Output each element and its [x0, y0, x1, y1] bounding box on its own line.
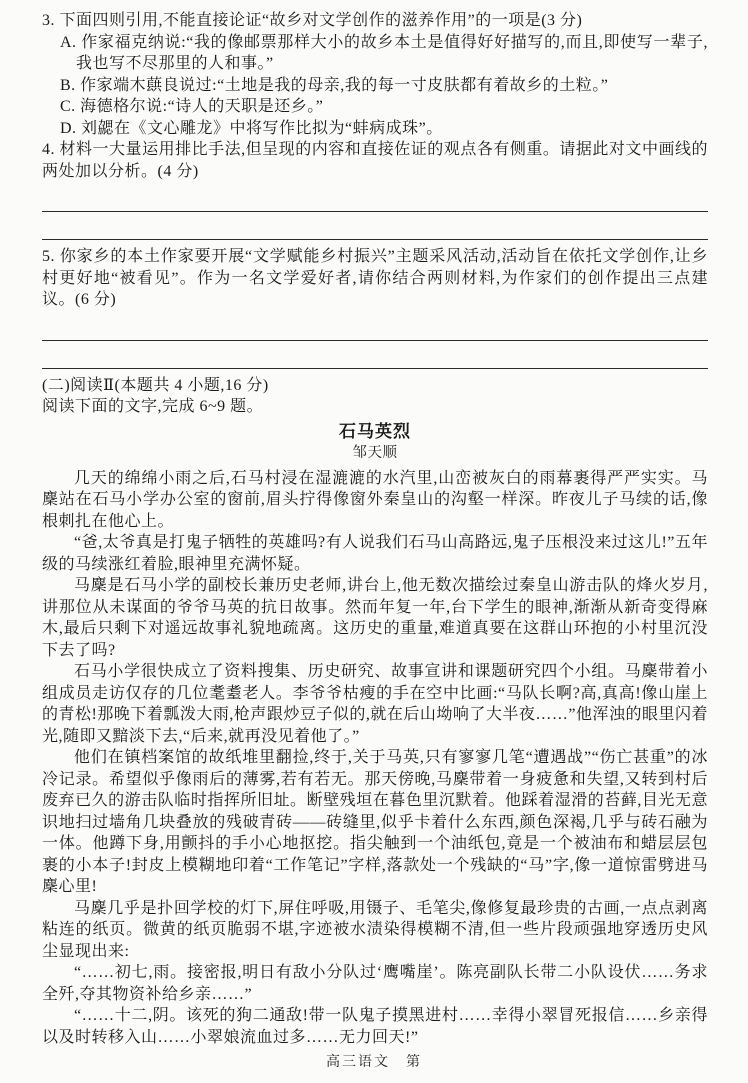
page-footer: 高三语文 第 [326, 1055, 422, 1070]
story-paragraph: “……初七,雨。接密报,明日有敌小分队过‘鹰嘴崖’。陈亮副队长带二小队设伏……务求全歼,夺其物资补给乡亲……” [42, 964, 708, 1003]
answer-line [42, 212, 708, 240]
question-3-option-a: A. 作家福克纳说:“我的像邮票那样大小的故乡本土是值得好好描写的,而且,即使写一辈子,我也写不尽那里的人和事。” [60, 33, 708, 72]
reading-instruction: 阅读下面的文字,完成 6~9 题。 [42, 398, 264, 415]
question-3-option-b: B. 作家端木蕻良说过:“土地是我的母亲,我的每一寸皮肤都有着故乡的土粒。” [60, 76, 609, 94]
section-ii-header: (二)阅读Ⅱ(本题共 4 小题,16 分) [42, 376, 269, 394]
answer-line [42, 313, 708, 341]
story-paragraph: “……十二,阴。该死的狗二通敌!带一队鬼子摸黑进村……幸得小翠冒死报信……乡亲得以及时转移入山……小翠娘流血过多……无力回天!” [42, 1007, 708, 1046]
question-3-option-c: C. 海德格尔说:“诗人的天职是还乡。” [60, 98, 324, 115]
story-paragraph: 他们在镇档案馆的故纸堆里翻捡,终于,关于马英,只有寥寥几笔“遭遇战”“伤亡甚重”的冰冷记录。希望似乎像雨后的薄雾,若有若无。那天傍晚,马麇带着一身疲惫和失望,又转到村后废弃已久的游击队临时指挥所旧址。断壁残垣在暮色里沉默着。他踩着湿滑的苔藓,目光无意识地扫过墙角几块叠放的残破青砖——砖缝里,似乎卡着什么东西,颜色深褐,几乎与砖石融为一体。他蹲下身,用颤抖的手小心地抠挖。指尖触到一个油纸包,竟是一个被油布和蜡层层包裹的小本子!封皮上模糊地印着“工作笔记”字样,落款处一个残缺的“马”字,像一道惊雷劈进马麇心里! [42, 749, 708, 895]
essay-title: 石马英烈 [339, 421, 411, 441]
answer-line [42, 341, 708, 369]
question-3-option-d: D. 刘勰在《文心雕龙》中将写作比拟为“蚌病成珠”。 [60, 119, 443, 137]
answer-area-q5 [42, 313, 708, 369]
story-paragraph: 马麇是石马小学的副校长兼历史老师,讲台上,他无数次描绘过秦皇山游击队的烽火岁月,讲那位从未谋面的爷爷马英的抗日故事。然而年复一年,台下学生的眼神,渐渐从新奇变得麻木,最后只剩下对遥远故事礼貌地疏离。这历史的重量,难道真要在这群山环抱的小村里沉没下去了吗? [42, 577, 708, 659]
story-paragraph: 石马小学很快成立了资料搜集、历史研究、故事宣讲和课题研究四个小组。马麇带着小组成员走访仅存的几位耄耋老人。李爷爷枯瘦的手在空中比画:“马队长啊?高,真高!像山崖上的青松!那晚下着瓢泼大雨,枪声跟炒豆子似的,就在后山坳响了大半夜……”他浑浊的眼里闪着光,随即又黯淡下去,“后来,就再没见着他了。” [42, 663, 708, 745]
question-4-stem: 4. 材料一大量运用排比手法,但呈现的内容和直接佐证的观点各有侧重。请据此对文中画线的两处加以分析。(4 分) [42, 141, 708, 180]
story-paragraph: “爸,太爷真是打鬼子牺牲的英雄吗?有人说我们石马山高路远,鬼子压根没来过这儿!”五年级的马续涨红着脸,眼神里充满怀疑。 [42, 534, 708, 573]
question-5-stem: 5. 你家乡的本土作家要开展“文学赋能乡村振兴”主题采风活动,活动旨在依托文学创作,让乡村更好地“被看见”。作为一名文学爱好者,请你结合两则材料,为作家们的创作提出三点建议。(6 分) [42, 248, 708, 308]
answer-line [42, 184, 708, 212]
answer-area-q4 [42, 184, 708, 240]
question-3-stem: 3. 下面四则引用,不能直接论证“故乡对文学创作的滋养作用”的一项是(3 分) [42, 12, 583, 29]
essay-author: 邹天顺 [352, 445, 398, 461]
story-paragraph: 几天的绵绵小雨之后,石马村浸在湿漉漉的水汽里,山峦被灰白的雨幕裹得严严实实。马麇站在石马小学办公室的窗前,眉头拧得像窗外秦皇山的沟壑一样深。昨夜儿子马续的话,像根刺扎在他心上。 [42, 469, 708, 530]
story-paragraph: 马麇几乎是扑回学校的灯下,屏住呼吸,用镊子、毛笔尖,像修复最珍贵的古画,一点点剥离粘连的纸页。微黄的纸页脆弱不堪,字迹被水渍染得模糊不清,但一些片段顽强地穿透历史风尘显现出来: [42, 899, 708, 960]
